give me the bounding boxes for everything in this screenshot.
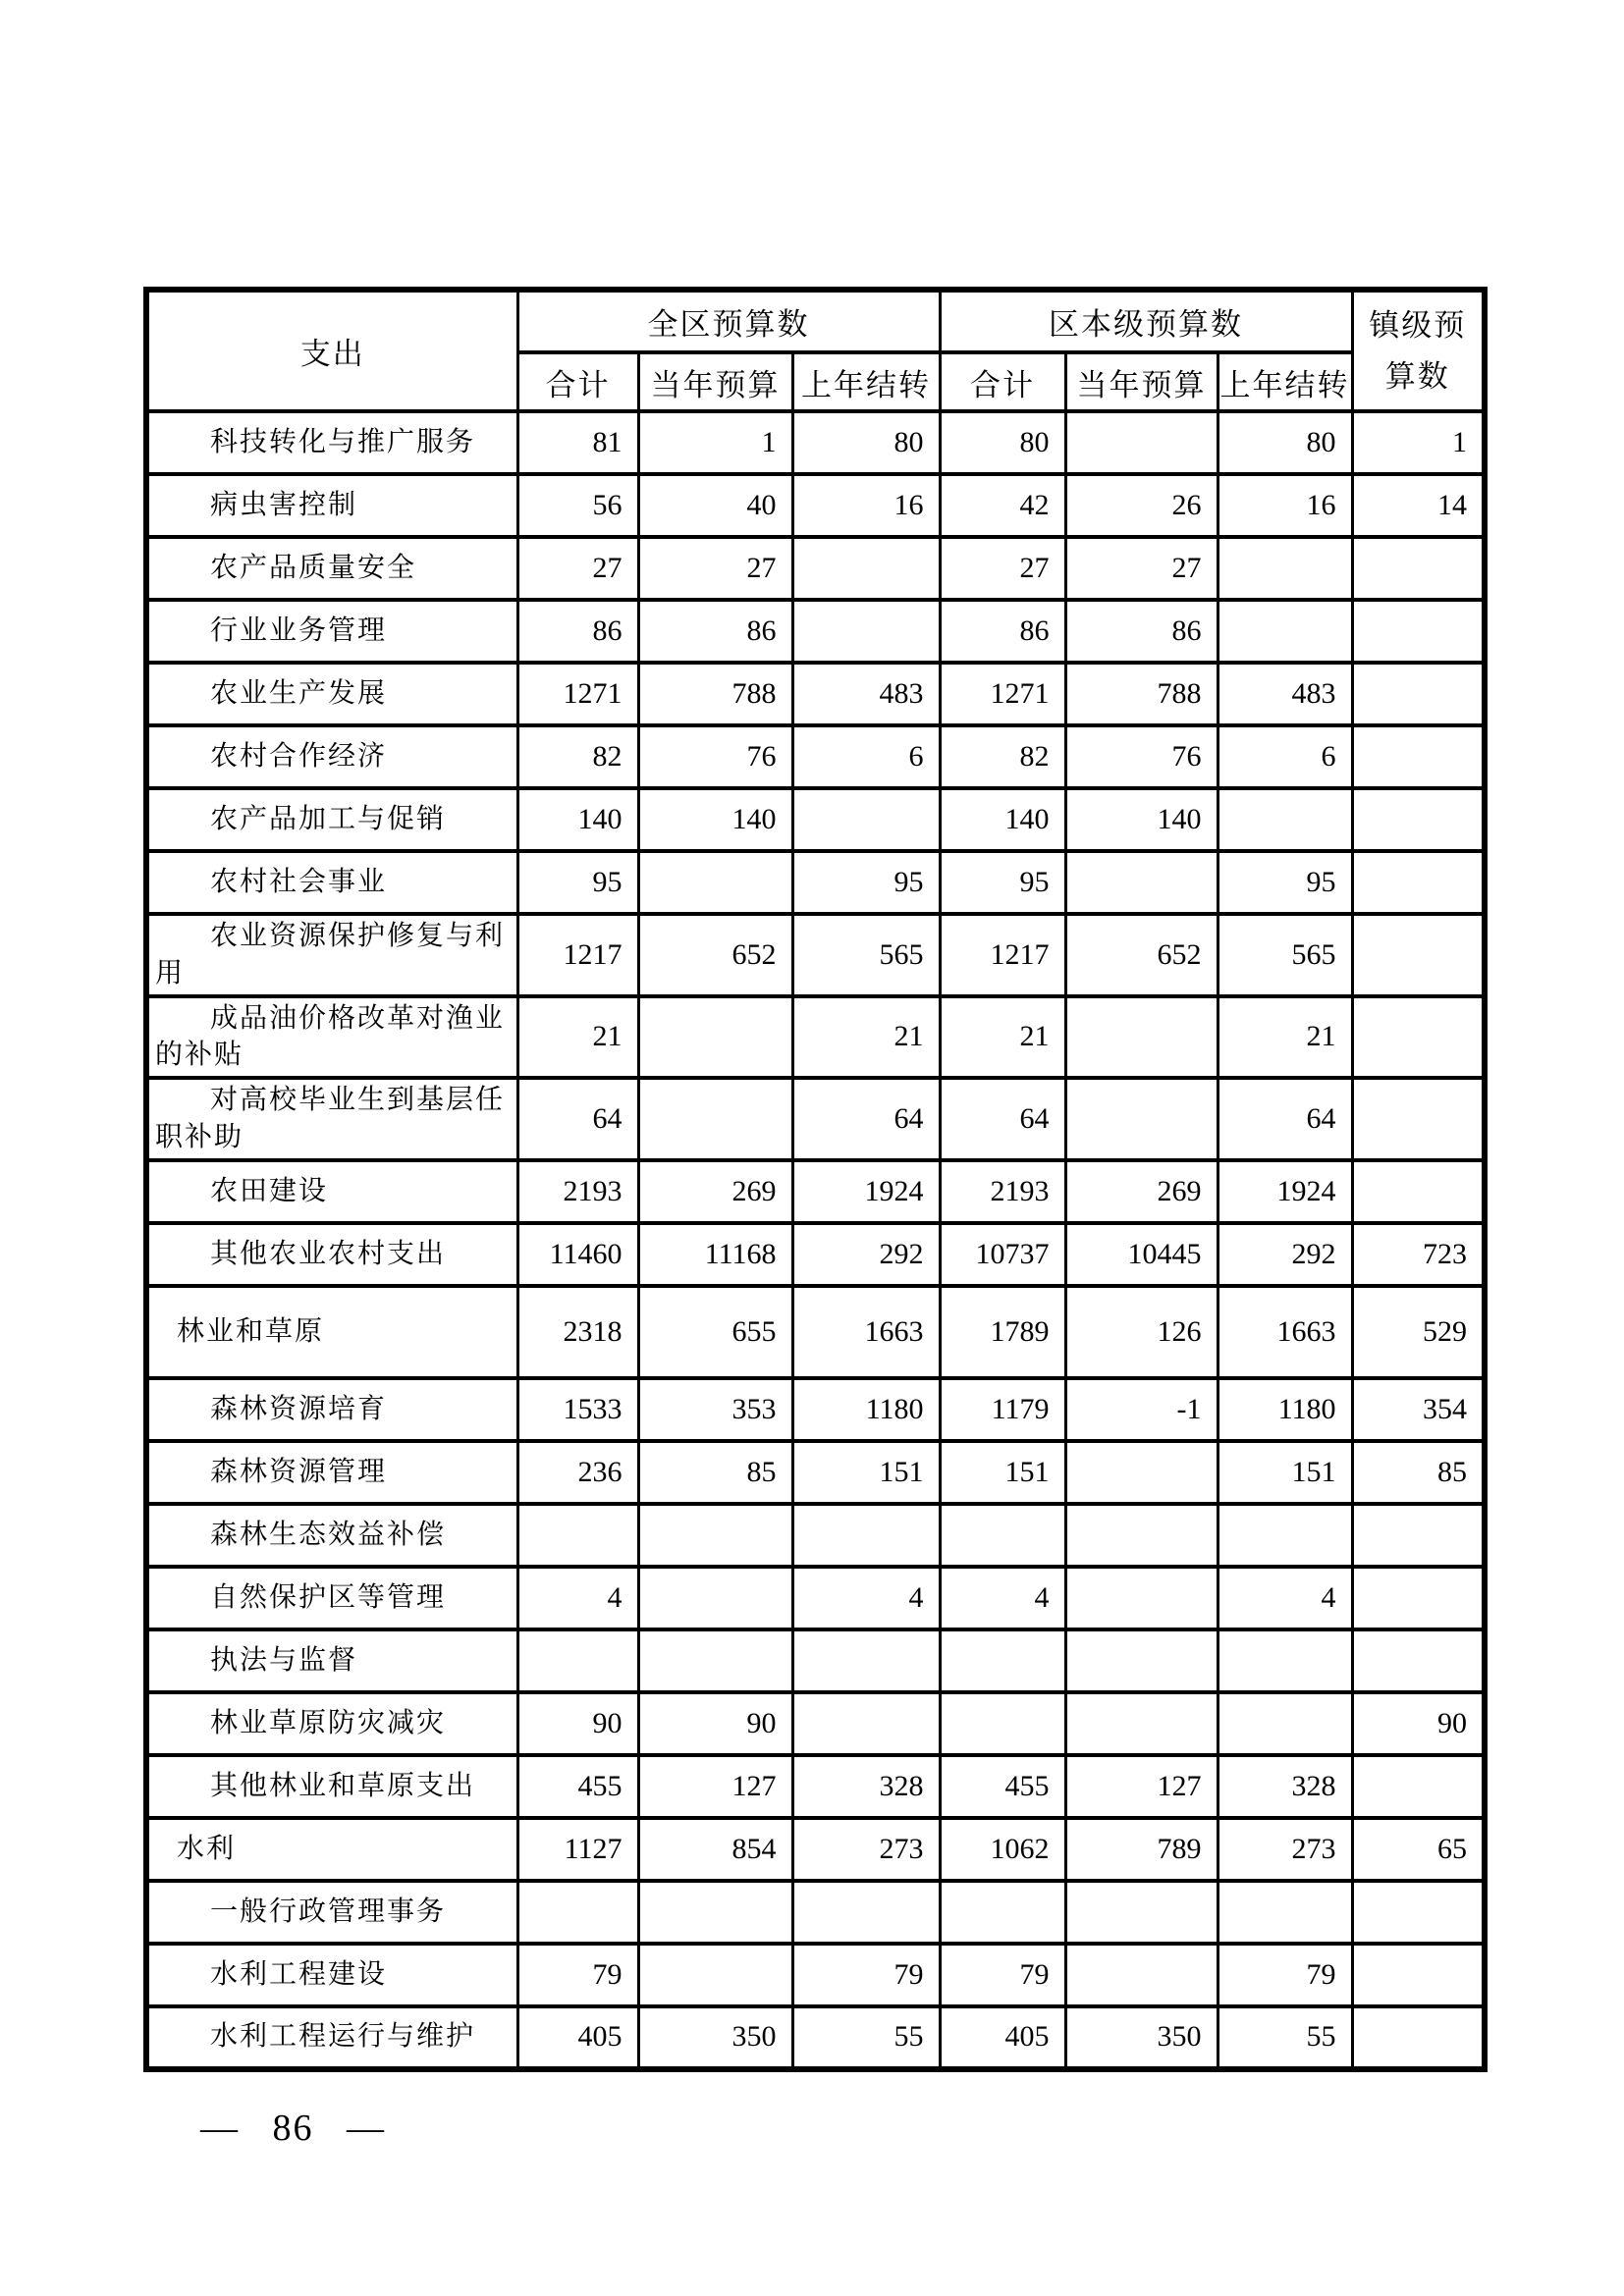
row-value: 455 <box>517 1755 638 1818</box>
row-value: 79 <box>940 1944 1065 2006</box>
row-value: 40 <box>638 474 792 537</box>
header-current-year-2: 当年预算 <box>1065 352 1218 411</box>
row-value: 42 <box>940 474 1065 537</box>
row-value <box>1352 788 1485 851</box>
row-value <box>792 1692 940 1755</box>
row-label: 森林生态效益补偿 <box>146 1504 517 1567</box>
row-label: 一般行政管理事务 <box>146 1881 517 1944</box>
row-value <box>1218 1629 1352 1692</box>
row-value: 140 <box>517 788 638 851</box>
row-value: 64 <box>517 1078 638 1160</box>
table-row <box>146 996 1485 1079</box>
row-value: 95 <box>940 851 1065 914</box>
row-value: 1924 <box>792 1160 940 1223</box>
row-value <box>792 537 940 600</box>
row-value <box>1065 1567 1218 1629</box>
table-row <box>146 1286 1485 1378</box>
row-value <box>792 788 940 851</box>
row-value: 95 <box>517 851 638 914</box>
row-value: 140 <box>638 788 792 851</box>
row-value: 789 <box>1065 1818 1218 1881</box>
row-value: 85 <box>638 1441 792 1504</box>
header-carryover-1: 上年结转 <box>792 352 940 411</box>
row-value <box>1352 2006 1485 2069</box>
row-value <box>1352 914 1485 996</box>
row-label: 林业草原防灾减灾 <box>146 1692 517 1755</box>
row-label: 农产品加工与促销 <box>146 788 517 851</box>
row-value <box>638 1629 792 1692</box>
row-value <box>940 1881 1065 1944</box>
row-value <box>1352 1629 1485 1692</box>
budget-table <box>143 287 1488 2072</box>
row-value: 655 <box>638 1286 792 1378</box>
row-label: 农村社会事业 <box>146 851 517 914</box>
row-value <box>1352 1944 1485 2006</box>
header-district-total: 全区预算数 <box>517 290 940 352</box>
row-value <box>638 996 792 1079</box>
row-value <box>1065 851 1218 914</box>
row-value: 269 <box>638 1160 792 1223</box>
row-value: 82 <box>940 725 1065 788</box>
row-value <box>1065 1441 1218 1504</box>
row-value: 16 <box>792 474 940 537</box>
row-value: 4 <box>792 1567 940 1629</box>
row-value: 1789 <box>940 1286 1065 1378</box>
row-label: 森林资源培育 <box>146 1378 517 1441</box>
table-row <box>146 1078 1485 1160</box>
row-value <box>1218 600 1352 663</box>
table-header <box>146 290 1485 411</box>
row-value: 565 <box>792 914 940 996</box>
row-value <box>1218 1881 1352 1944</box>
row-value: 10445 <box>1065 1223 1218 1286</box>
row-value: 80 <box>792 411 940 474</box>
row-value <box>638 1944 792 2006</box>
row-value: 1180 <box>792 1378 940 1441</box>
row-value: 4 <box>1218 1567 1352 1629</box>
row-value: 55 <box>792 2006 940 2069</box>
row-value: 1271 <box>940 663 1065 725</box>
row-value <box>940 1629 1065 1692</box>
row-value: 21 <box>792 996 940 1079</box>
row-value: 236 <box>517 1441 638 1504</box>
row-value: 86 <box>517 600 638 663</box>
row-value <box>792 600 940 663</box>
header-expense: 支出 <box>146 290 517 411</box>
row-value: 350 <box>1065 2006 1218 2069</box>
row-label: 成品油价格改革对渔业的补贴 <box>146 996 517 1079</box>
row-value <box>1352 1504 1485 1567</box>
row-value: 14 <box>1352 474 1485 537</box>
row-value <box>517 1629 638 1692</box>
table-row <box>146 663 1485 725</box>
row-value: 2193 <box>940 1160 1065 1223</box>
row-value <box>1218 537 1352 600</box>
row-value: 90 <box>638 1692 792 1755</box>
row-value: 85 <box>1352 1441 1485 1504</box>
row-value: 10737 <box>940 1223 1065 1286</box>
row-value <box>1065 1504 1218 1567</box>
row-value <box>1065 1629 1218 1692</box>
table-row <box>146 1944 1485 2006</box>
row-value: 95 <box>1218 851 1352 914</box>
row-value: 16 <box>1218 474 1352 537</box>
table-row <box>146 600 1485 663</box>
row-value <box>792 1881 940 1944</box>
row-value: 854 <box>638 1818 792 1881</box>
row-label: 水利工程建设 <box>146 1944 517 2006</box>
table-row <box>146 788 1485 851</box>
row-value <box>517 1881 638 1944</box>
row-value: 86 <box>638 600 792 663</box>
row-value: 21 <box>940 996 1065 1079</box>
row-value: 652 <box>638 914 792 996</box>
row-value: 273 <box>1218 1818 1352 1881</box>
row-label: 农业生产发展 <box>146 663 517 725</box>
row-value <box>1065 411 1218 474</box>
table-row <box>146 1441 1485 1504</box>
row-value: 292 <box>792 1223 940 1286</box>
row-value: 86 <box>940 600 1065 663</box>
row-value: 80 <box>1218 411 1352 474</box>
row-value: 127 <box>1065 1755 1218 1818</box>
row-value: 56 <box>517 474 638 537</box>
row-value: 1533 <box>517 1378 638 1441</box>
row-value: 405 <box>940 2006 1065 2069</box>
page-number: — 86 — <box>200 2108 386 2149</box>
row-value: 11168 <box>638 1223 792 1286</box>
row-label: 其他林业和草原支出 <box>146 1755 517 1818</box>
table-row <box>146 1504 1485 1567</box>
row-label: 执法与监督 <box>146 1629 517 1692</box>
row-value: 1663 <box>792 1286 940 1378</box>
row-value: 353 <box>638 1378 792 1441</box>
row-value <box>940 1504 1065 1567</box>
row-label: 农业资源保护修复与利用 <box>146 914 517 996</box>
table-row <box>146 1223 1485 1286</box>
row-value: 127 <box>638 1755 792 1818</box>
row-value: 1180 <box>1218 1378 1352 1441</box>
row-value <box>517 1504 638 1567</box>
header-current-year-1: 当年预算 <box>638 352 792 411</box>
row-value <box>1352 1881 1485 1944</box>
row-value: 1062 <box>940 1818 1065 1881</box>
row-value: 1217 <box>940 914 1065 996</box>
row-value: 151 <box>792 1441 940 1504</box>
row-value: 1663 <box>1218 1286 1352 1378</box>
row-value: 76 <box>638 725 792 788</box>
table-row <box>146 1881 1485 1944</box>
row-value <box>1352 600 1485 663</box>
row-value <box>1065 1944 1218 2006</box>
row-value: 76 <box>1065 725 1218 788</box>
row-value: 652 <box>1065 914 1218 996</box>
table-row <box>146 411 1485 474</box>
row-value: 483 <box>792 663 940 725</box>
row-label: 行业业务管理 <box>146 600 517 663</box>
row-value: 95 <box>792 851 940 914</box>
row-value: 21 <box>517 996 638 1079</box>
row-value <box>1065 996 1218 1079</box>
row-value: 1924 <box>1218 1160 1352 1223</box>
row-value <box>1352 725 1485 788</box>
header-row-groups <box>146 290 1485 352</box>
row-value <box>1352 851 1485 914</box>
row-value: 27 <box>1065 537 1218 600</box>
table-row <box>146 1378 1485 1441</box>
row-label: 病虫害控制 <box>146 474 517 537</box>
row-value: 90 <box>1352 1692 1485 1755</box>
row-label: 科技转化与推广服务 <box>146 411 517 474</box>
row-value <box>638 1504 792 1567</box>
row-value: 350 <box>638 2006 792 2069</box>
row-value <box>1352 996 1485 1079</box>
row-label: 林业和草原 <box>146 1286 517 1378</box>
row-value <box>792 1629 940 1692</box>
row-value: 405 <box>517 2006 638 2069</box>
row-value: 483 <box>1218 663 1352 725</box>
row-value: 292 <box>1218 1223 1352 1286</box>
row-value: 86 <box>1065 600 1218 663</box>
row-label: 农田建设 <box>146 1160 517 1223</box>
row-value: 26 <box>1065 474 1218 537</box>
row-value: 64 <box>1218 1078 1352 1160</box>
table-row <box>146 1160 1485 1223</box>
row-value <box>1218 1504 1352 1567</box>
row-value <box>1352 1078 1485 1160</box>
row-value: 80 <box>940 411 1065 474</box>
table-row <box>146 851 1485 914</box>
row-value <box>638 1078 792 1160</box>
row-value: 151 <box>1218 1441 1352 1504</box>
row-value: 140 <box>940 788 1065 851</box>
row-value: 2193 <box>517 1160 638 1223</box>
table-row <box>146 537 1485 600</box>
table-row <box>146 725 1485 788</box>
row-value: 4 <box>517 1567 638 1629</box>
table-row <box>146 474 1485 537</box>
row-value: 140 <box>1065 788 1218 851</box>
row-value: 354 <box>1352 1378 1485 1441</box>
row-value: 4 <box>940 1567 1065 1629</box>
row-value <box>638 1567 792 1629</box>
row-value <box>1352 1160 1485 1223</box>
row-value: 328 <box>792 1755 940 1818</box>
row-label: 自然保护区等管理 <box>146 1567 517 1629</box>
table-row <box>146 1692 1485 1755</box>
row-value: 151 <box>940 1441 1065 1504</box>
table-row <box>146 1818 1485 1881</box>
header-district-level: 区本级预算数 <box>940 290 1352 352</box>
row-value: 82 <box>517 725 638 788</box>
row-label: 森林资源管理 <box>146 1441 517 1504</box>
header-carryover-2: 上年结转 <box>1218 352 1352 411</box>
row-label: 农村合作经济 <box>146 725 517 788</box>
header-town-level: 镇级预算数 <box>1352 290 1485 411</box>
row-label: 水利工程运行与维护 <box>146 2006 517 2069</box>
row-value: 27 <box>638 537 792 600</box>
row-value: 1271 <box>517 663 638 725</box>
row-value <box>1352 537 1485 600</box>
row-value <box>1065 1881 1218 1944</box>
row-value: 328 <box>1218 1755 1352 1818</box>
row-value: 27 <box>940 537 1065 600</box>
row-value: 565 <box>1218 914 1352 996</box>
row-label: 农产品质量安全 <box>146 537 517 600</box>
table-row <box>146 2006 1485 2069</box>
table-row <box>146 1567 1485 1629</box>
row-value: 90 <box>517 1692 638 1755</box>
row-value: 788 <box>638 663 792 725</box>
row-value: 126 <box>1065 1286 1218 1378</box>
row-value: 273 <box>792 1818 940 1881</box>
row-value: 1179 <box>940 1378 1065 1441</box>
row-value: 64 <box>940 1078 1065 1160</box>
row-value <box>1218 1692 1352 1755</box>
row-value: 6 <box>792 725 940 788</box>
row-value: 455 <box>940 1755 1065 1818</box>
row-value: 2318 <box>517 1286 638 1378</box>
row-value: 1 <box>1352 411 1485 474</box>
header-total-2: 合计 <box>940 352 1065 411</box>
row-label: 对高校毕业生到基层任职补助 <box>146 1078 517 1160</box>
row-value: 79 <box>517 1944 638 2006</box>
row-value: 723 <box>1352 1223 1485 1286</box>
row-label: 其他农业农村支出 <box>146 1223 517 1286</box>
header-total-1: 合计 <box>517 352 638 411</box>
row-value <box>1218 788 1352 851</box>
row-value <box>1065 1692 1218 1755</box>
row-value <box>638 1881 792 1944</box>
row-value: 81 <box>517 411 638 474</box>
row-value: 11460 <box>517 1223 638 1286</box>
row-value: 788 <box>1065 663 1218 725</box>
row-value: 269 <box>1065 1160 1218 1223</box>
table-row <box>146 914 1485 996</box>
row-value: 1 <box>638 411 792 474</box>
row-value: 1217 <box>517 914 638 996</box>
row-value: 529 <box>1352 1286 1485 1378</box>
row-value <box>1352 1755 1485 1818</box>
table-row <box>146 1755 1485 1818</box>
row-value: 21 <box>1218 996 1352 1079</box>
row-value: 64 <box>792 1078 940 1160</box>
row-value: 27 <box>517 537 638 600</box>
row-value <box>638 851 792 914</box>
row-value: 6 <box>1218 725 1352 788</box>
row-value: 79 <box>792 1944 940 2006</box>
row-value <box>1065 1078 1218 1160</box>
row-value: 79 <box>1218 1944 1352 2006</box>
row-label: 水利 <box>146 1818 517 1881</box>
row-value <box>940 1692 1065 1755</box>
row-value: 65 <box>1352 1818 1485 1881</box>
budget-table-body <box>146 411 1485 2069</box>
row-value <box>1352 1567 1485 1629</box>
row-value: 1127 <box>517 1818 638 1881</box>
row-value <box>1352 663 1485 725</box>
row-value <box>792 1504 940 1567</box>
table-row <box>146 1629 1485 1692</box>
row-value: -1 <box>1065 1378 1218 1441</box>
row-value: 55 <box>1218 2006 1352 2069</box>
